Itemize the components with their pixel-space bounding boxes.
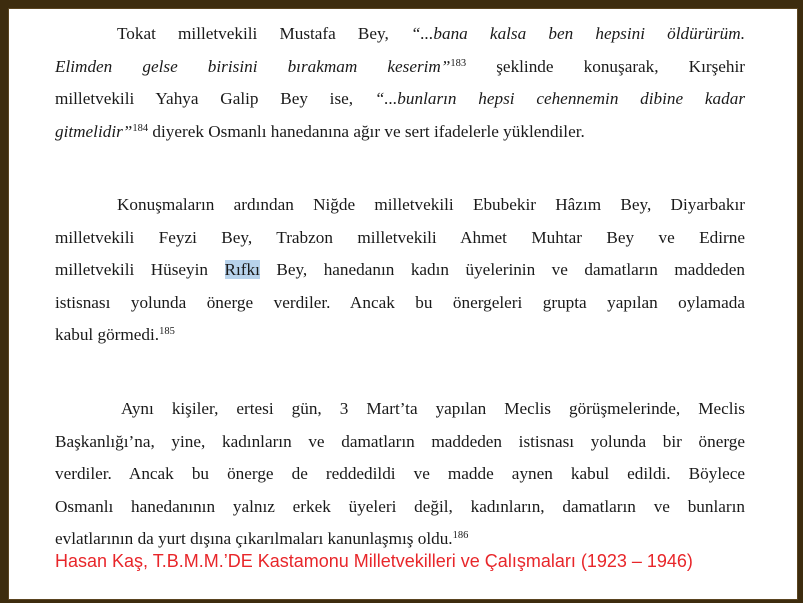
text: milletvekili Yahya Galip Bey ise,	[55, 89, 375, 109]
paragraph-2-line-5	[55, 319, 745, 352]
paragraph-2-line-1: Konuşmaların ardından Niğde milletvekili Ebubekir Hâzım Bey, Diyarbakır	[117, 195, 745, 214]
text: Tokat milletvekili Mustafa Bey,	[117, 24, 411, 43]
paragraph-3-line-4: Osmanlı hanedanının yalnız erkek üyeleri değil, kadınların, damatların ve bunların	[55, 496, 745, 516]
paragraph-2-line-4: istisnası yolunda önerge verdiler. Ancak bu önergeleri grupta yapılan oylamada	[55, 292, 745, 312]
footnote-ref: 184	[132, 122, 149, 134]
quote-text: “...bunların hepsi cehennemin dibine kadar	[374, 89, 746, 109]
text: kabul görmedi.	[55, 325, 160, 345]
text: Bey, hanedanın kadın üyelerinin ve damatların maddeden	[259, 260, 745, 280]
text: diyerek Osmanlı hanedanına ağır ve sert ifadelerle yüklendiler.	[148, 121, 585, 141]
paragraph-1-line-3	[55, 83, 745, 116]
document-page	[9, 9, 797, 599]
text: evlatlarının da yurt dışına çıkarılmaları kanunlaşmış oldu.	[55, 529, 453, 549]
paragraph-1-line-4	[55, 116, 745, 149]
footnote-ref: 185	[159, 326, 175, 338]
text: şeklinde konuşarak, Kırşehir	[466, 56, 745, 76]
quote-text: gitmelidir”	[55, 121, 133, 141]
quote-text: Elimden gelse birisini bırakmam keserim”	[55, 56, 451, 76]
footnote-ref: 186	[452, 530, 469, 542]
paragraph-3-line-3: verdiler. Ancak bu önerge de reddedildi ve madde aynen kabul edildi. Böylece	[55, 464, 745, 484]
selected-text-highlight[interactable]: Rıfkı	[224, 260, 260, 280]
paragraph-3-line-1: Aynı kişiler, ertesi gün, 3 Mart’ta yapılan Meclis görüşmelerinde, Meclis	[121, 399, 745, 418]
paragraph-1	[55, 18, 745, 148]
paragraph-2	[55, 189, 745, 352]
source-caption: Hasan Kaş, T.B.M.M.’DE Kastamonu Milletvekilleri ve Çalışmaları (1923 – 1946)	[55, 551, 693, 571]
text: milletvekili Hüseyin	[55, 260, 225, 280]
paragraph-3	[55, 393, 745, 556]
paragraph-2-line-2: milletvekili Feyzi Bey, Trabzon milletvekili Ahmet Muhtar Bey ve Edirne	[55, 227, 745, 247]
paragraph-2-line-3	[55, 254, 745, 287]
footnote-ref: 183	[450, 57, 467, 69]
quote-text: “...bana kalsa ben hepsini öldürürüm.	[410, 24, 745, 43]
paragraph-3-line-2: Başkanlığı’na, yine, kadınların ve damatların maddeden istisnası yolunda bir önerge	[55, 431, 745, 451]
paragraph-1-line-1	[55, 18, 745, 51]
paragraph-1-line-2	[55, 51, 745, 84]
